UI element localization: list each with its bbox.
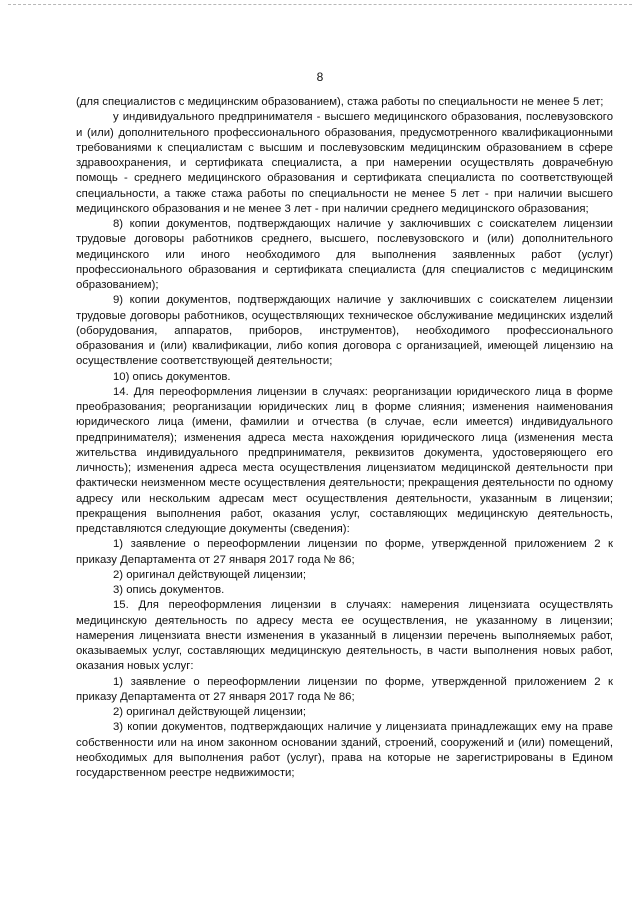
paragraph: 14. Для переоформления лицензии в случаях: реорганизации юридического лица в форме преобразования; реорганизации юридических лиц в форме слияния; изменения наименования юридического лица (имени, фамилии и отчества (в случае, если имеется) индивидуального предпринимателя); изменения адреса места нахождения юридического лица (изменения места жительства индивидуального предпринимателя, реквизитов документа, удостоверяющего его личность); изменения адреса места осуществления лицензиатом медицинской деятельности при фактически неизменном месте осуществления деятельности; прекращения деятельности по одному адресу или нескольким адресам мест осуществления деятельности, указанным в лицензии; прекращения выполнения работ, оказания услуг, составляющих медицинскую деятельность, представляются следующие документы (сведения): (76, 385, 613, 535)
scan-edge-line (8, 4, 632, 5)
paragraph: 3) копии документов, подтверждающих наличие у лицензиата принадлежащих ему на праве собственности или на ином законном основании зданий, строений, сооружений и (или) помещений, необходимых для выполнения работ (услуг), права на которые не зарегистрированы в Едином государственном реестре недвижимости; (76, 721, 613, 779)
paragraph: 8) копии документов, подтверждающих наличие у заключивших с соискателем лицензии трудовые договоры работников среднего, высшего, послевузовского и (или) дополнительного медицинского или иного необходимого для выполнения заявленных работ (услуг) профессионального образования и сертификата специалиста (для специалистов с медицинским образованием); (76, 218, 613, 291)
paragraph: 3) опись документов. (113, 584, 225, 596)
paragraph: 1) заявление о переоформлении лицензии по форме, утвержденной приложением 2 к приказу Департамента от 27 января 2017 года № 86; (76, 538, 613, 566)
paragraph: 15. Для переоформления лицензии в случаях: намерения лицензиата осуществлять медицинскую деятельность по адресу места ее осуществления, не указанному в лицензии; намерения лицензиата внести изменения в указанный в лицензии перечень выполняемых работ, оказываемых услуг, составляющих медицинскую деятельность, в части выполнения новых работ, оказания новых услуг: (76, 599, 613, 673)
paragraph: у индивидуального предпринимателя - высшего медицинского образования, послевузовского и (или) дополнительного профессионального образования, предусмотренного квалификационными требованиями к специалистам с высшим и послевузовским медицинским образованием в сфере здравоохранения, и сертификата специалиста, а при намерении осуществлять доврачебную помощь - среднего медицинского образования и сертификата специалиста по соответствующей специальности, а также стажа работы по специальности не менее 5 лет - при наличии высшего медицинского образования и не менее 3 лет - при наличии среднего медицинского образования; (76, 111, 613, 215)
paragraph: 1) заявление о переоформлении лицензии по форме, утвержденной приложением 2 к приказу Департамента от 27 января 2017 года № 86; (76, 675, 613, 703)
paragraph: 2) оригинал действующей лицензии; (113, 706, 307, 718)
document-body (76, 95, 613, 781)
paragraph: 2) оригинал действующей лицензии; (113, 568, 307, 581)
paragraph: 9) копии документов, подтверждающих наличие у заключивших с соискателем лицензии трудовые договоры работников, осуществляющих техническое обслуживание медицинских изделий (оборудования, аппаратов, приборов, инструментов), необходимого профессионального образования и (или) квалификации, либо копия договора с организацией, имеющей лицензию на осуществление соответствующей деятельности; (76, 294, 613, 368)
paragraph: 10) опись документов. (113, 370, 231, 383)
page-number: 8 (316, 70, 324, 84)
paragraph: (для специалистов с медицинским образованием), стажа работы по специальности не менее 5 лет; (76, 96, 604, 108)
